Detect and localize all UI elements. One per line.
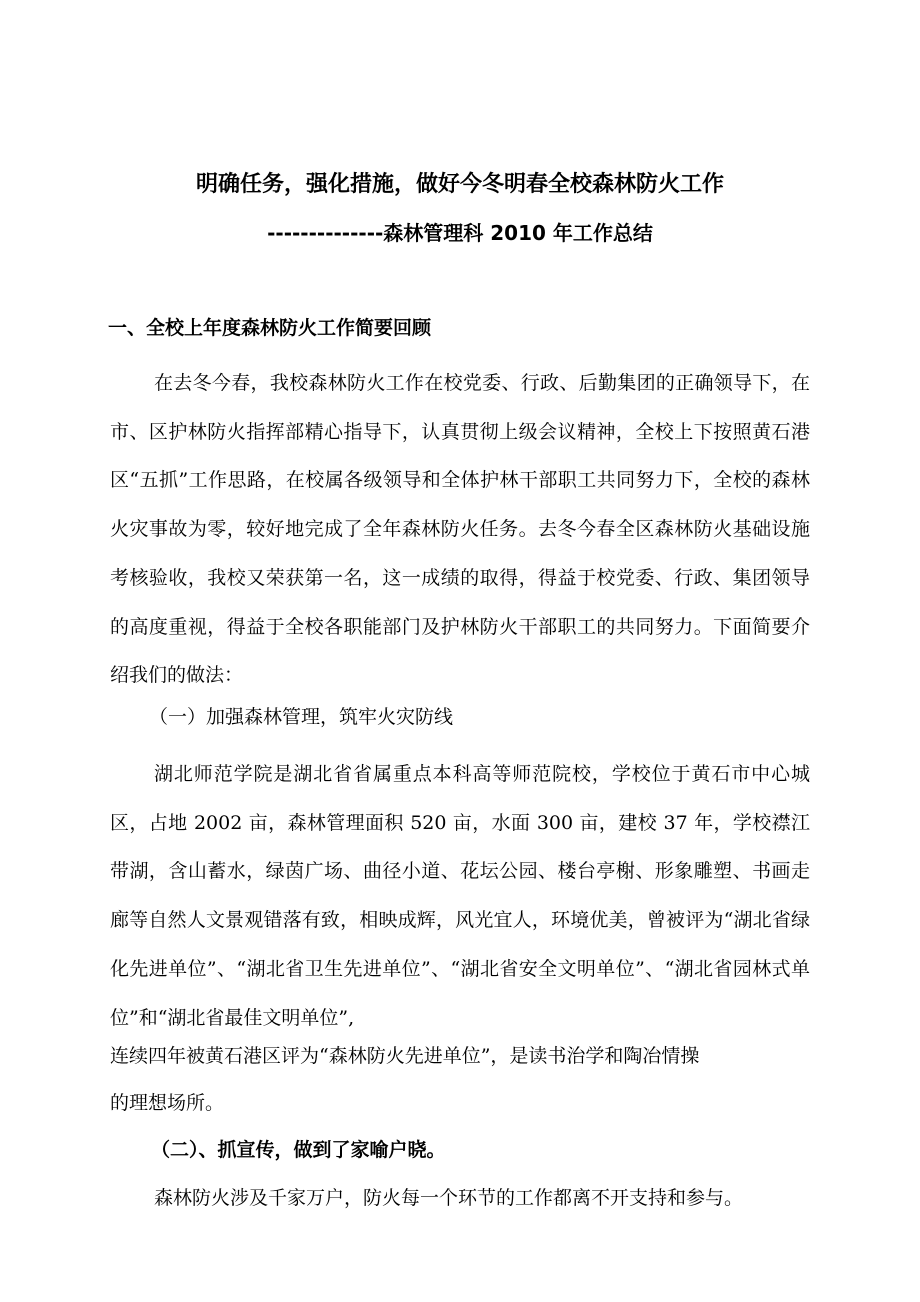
- subheading-2: （二）、抓宣传，做到了家喻户晓。: [151, 1139, 446, 1161]
- paragraph-1: 在去冬今春，我校森林防火工作在校党委、行政、后勤集团的正确领导下，在市、区护林防火指挥部精心指导下，认真贯彻上级会议精神，全校上下按照黄石港区“五抓”工作思路，在校属各级领导和全体护林干部职工共同努力下，全校的森林火灾事故为零，较好地完成了全年森林防火任务。去冬今春全区森林防火基础设施考核验收，我校又荣获第一名，这一成绩的取得，得益于校党委、行政、集团领导的高度重视，得益于全校各职能部门及护林防火干部职工的共同努力。下面简要介绍我们的做法：: [110, 372, 810, 687]
- section-heading-1: 一、全校上年度森林防火工作简要回顾: [108, 317, 432, 339]
- paragraph-2-line-2: 连续四年被黄石港区评为“森林防火先进单位”，是读书治学和陶冶情操: [110, 1045, 700, 1067]
- subheading-1: （一）加强森林管理，筑牢火灾防线: [149, 706, 454, 728]
- document-subtitle: --------------森林管理科 2010 年工作总结: [267, 221, 653, 245]
- paragraph-2: 湖北师范学院是湖北省省属重点本科高等师范院校，学校位于黄石市中心城区，占地 2002 亩，森林管理面积 520 亩，水面 300 亩，建校 37 年，学校襟江带湖，含山蓄水，绿茵广场、曲径小道、花坛公园、楼台亭榭、形象雕塑、书画走廊等自然人文景观错落有致，相映成辉，风光宜人，环境优美，曾被评为“湖北省绿化先进单位”、“湖北省卫生先进单位”、“湖北省安全文明单位”、“湖北省园林式单位”和“湖北省最佳文明单位”,: [110, 763, 810, 1029]
- paragraph-2-line-3: 的理想场所。: [110, 1092, 225, 1114]
- paragraph-3: 森林防火涉及千家万户，防火每一个环节的工作都离不开支持和参与。: [154, 1187, 744, 1209]
- document-title: 明确任务，强化措施，做好今冬明春全校森林防火工作: [195, 172, 724, 197]
